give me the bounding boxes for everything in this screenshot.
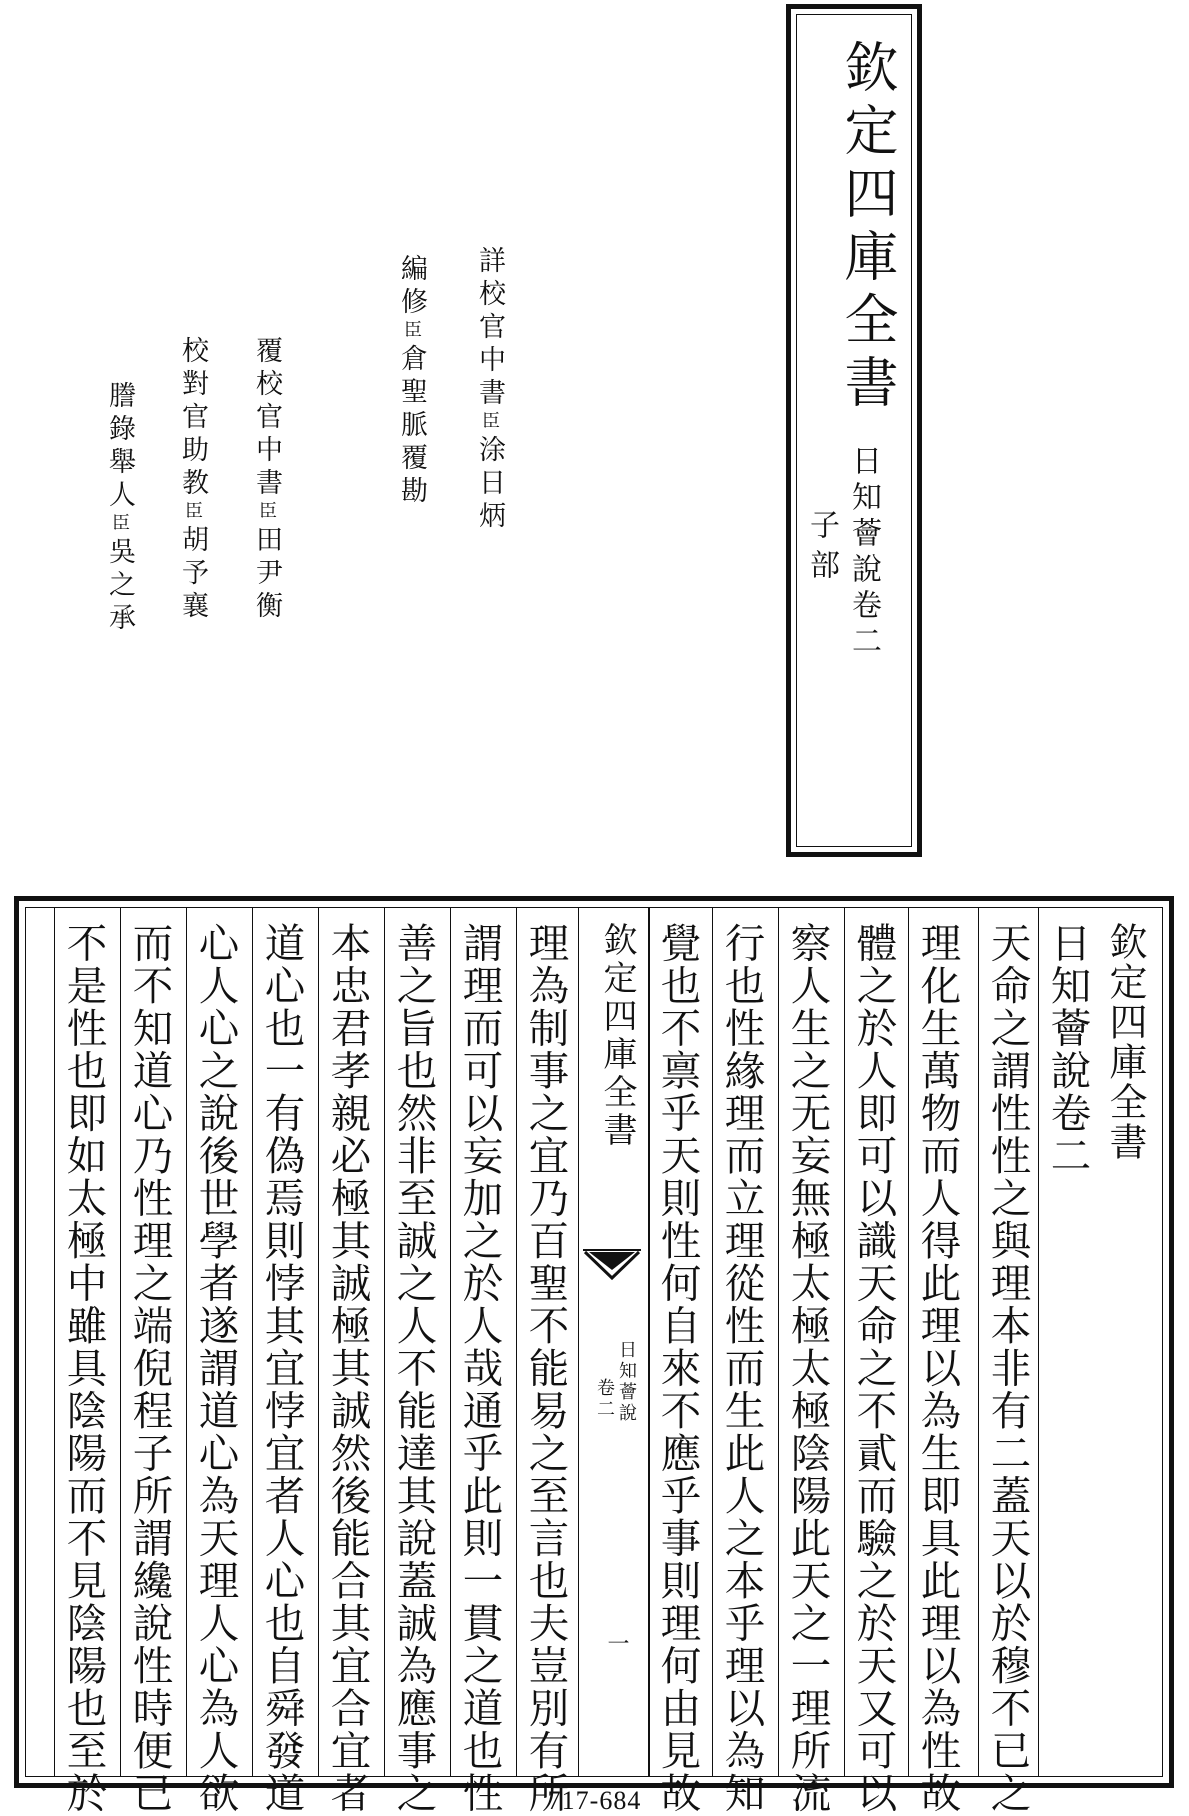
column-l5: 道心也一有偽焉則悖其宜悖宜者人心也自舜發道 [252, 908, 313, 1776]
column-r4: 理化生萬物而人得此理以為生即具此理以為性故 [908, 908, 969, 1776]
column-r3: 天命之謂性性之與理本非有二蓋天以於穆不已之 [978, 908, 1039, 1776]
credit-line-1: 詳校官中書臣涂日炳 [474, 246, 505, 534]
column-r2: 日知薈說卷二 [1038, 908, 1099, 1776]
column-r7: 行也性緣理而立理從性而生此人之本乎理以為知 [712, 908, 773, 1776]
column-r8: 覺也不禀乎天則性何自來不應乎事則理何由見故 [648, 908, 709, 1776]
column-l6: 心人心之說後世學者遂謂道心為天理人心為人欲 [186, 908, 247, 1776]
credit-line-3: 覆校官中書臣田尹衡 [251, 336, 282, 624]
fish-tail-mark-icon [583, 1248, 641, 1288]
cover-section: 子部 [804, 509, 839, 589]
column-l1: 理為制事之宜乃百聖不能易之至言也夫豈別有所 [516, 908, 577, 1776]
header-page-number: 一 [604, 1632, 629, 1654]
column-l2: 謂理而可以妄加之於人哉通乎此則一貫之道也性 [450, 908, 511, 1776]
column-l7: 而不知道心乃性理之端倪程子所謂纔說性時便已 [120, 908, 181, 1776]
credit-line-5: 謄錄舉人臣吳之承 [104, 381, 135, 636]
column-l3: 善之旨也然非至誠之人不能達其說蓋誠為應事之 [384, 908, 445, 1776]
cover-label [786, 4, 922, 857]
header-volume: 卷二 [594, 1378, 615, 1420]
credit-line-2: 編修臣倉聖脈覆勘 [396, 254, 427, 509]
column-r5: 體之於人即可以識天命之不貳而驗之於天又可以 [844, 908, 905, 1776]
center-header-column [578, 908, 650, 1776]
header-book: 日知薈說 [616, 1340, 637, 1424]
column-r6: 察人生之无妄無極太極太極陰陽此天之一理所流 [778, 908, 839, 1776]
column-l4: 本忠君孝親必極其誠極其誠然後能合其宜合宜者 [318, 908, 379, 1776]
column-r1: 欽定四庫全書 [1103, 922, 1147, 1162]
cover-book-title: 日知薈說卷二 [846, 445, 881, 661]
cover-title: 欽定四庫全書 [836, 39, 899, 417]
column-l8: 不是性也即如太極中雖具陰陽而不見陰陽也至於 [54, 908, 115, 1776]
credit-line-4: 校對官助教臣胡予襄 [177, 336, 208, 624]
folio-number: 717-684 [547, 1786, 642, 1815]
header-title: 欽定四庫全書 [597, 922, 637, 1150]
